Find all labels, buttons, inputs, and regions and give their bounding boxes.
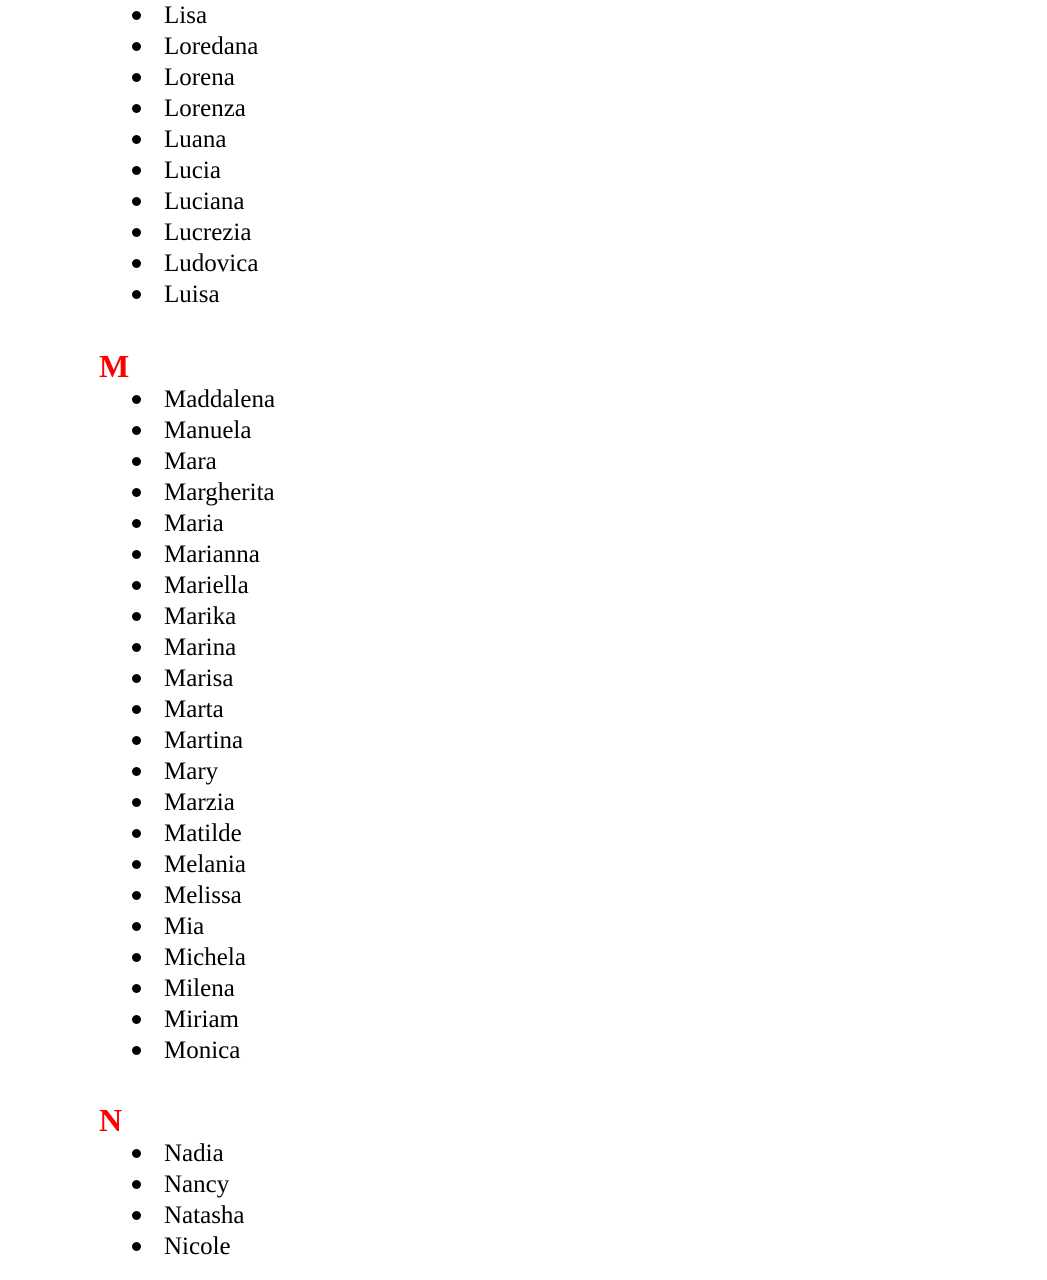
name-label: Matilde: [164, 820, 242, 847]
bullet-icon: [132, 1242, 141, 1251]
bullet-icon: [132, 290, 141, 299]
bullet-icon: [132, 488, 141, 497]
bullet-icon: [132, 767, 141, 776]
bullet-icon: [132, 42, 141, 51]
bullet-icon: [132, 984, 141, 993]
name-label: Marina: [164, 634, 237, 661]
name-label: Melania: [164, 851, 246, 878]
name-label: Ludovica: [164, 250, 259, 277]
bullet-icon: [132, 953, 141, 962]
name-label: Marika: [164, 603, 237, 630]
name-label: Melissa: [164, 882, 242, 909]
name-label: Lucrezia: [164, 219, 252, 246]
name-label: Mara: [164, 448, 217, 475]
bullet-icon: [132, 798, 141, 807]
bullet-icon: [132, 104, 141, 113]
name-label: Lisa: [164, 2, 208, 29]
bullet-icon: [132, 426, 141, 435]
name-label: Marta: [164, 696, 224, 723]
name-label: Lorena: [164, 64, 235, 91]
name-label: Nicole: [164, 1233, 231, 1260]
bullet-icon: [132, 1211, 141, 1220]
bullet-icon: [132, 829, 141, 838]
bullet-icon: [132, 135, 141, 144]
name-label: Margherita: [164, 479, 275, 506]
name-label: Martina: [164, 727, 244, 754]
name-label: Mariella: [164, 572, 249, 599]
bullet-icon: [132, 705, 141, 714]
bullet-icon: [132, 519, 141, 528]
bullet-icon: [132, 1180, 141, 1189]
bullet-icon: [132, 612, 141, 621]
bullet-icon: [132, 457, 141, 466]
name-label: Nadia: [164, 1140, 224, 1167]
bullet-icon: [132, 73, 141, 82]
bullet-icon: [132, 395, 141, 404]
name-label: Marisa: [164, 665, 234, 692]
name-label: Marianna: [164, 541, 260, 568]
name-label: Luisa: [164, 281, 220, 308]
letter-heading-n: N: [99, 1102, 123, 1138]
bullet-icon: [132, 1015, 141, 1024]
bullet-icon: [132, 891, 141, 900]
name-label: Nancy: [164, 1171, 230, 1198]
name-label: Miriam: [164, 1006, 239, 1033]
name-label: Loredana: [164, 33, 259, 60]
bullet-icon: [132, 736, 141, 745]
letter-heading-m: M: [99, 348, 130, 384]
bullet-icon: [132, 166, 141, 175]
bullet-icon: [132, 550, 141, 559]
name-label: Michela: [164, 944, 246, 971]
name-label: Mia: [164, 913, 205, 940]
name-label: Mary: [164, 758, 219, 785]
bullet-icon: [132, 1149, 141, 1158]
bullet-icon: [132, 11, 141, 20]
name-label: Natasha: [164, 1202, 245, 1229]
name-label: Lucia: [164, 157, 221, 184]
bullet-icon: [132, 581, 141, 590]
bullet-icon: [132, 922, 141, 931]
bullet-icon: [132, 259, 141, 268]
name-label: Milena: [164, 975, 235, 1002]
name-label: Luciana: [164, 188, 245, 215]
bullet-icon: [132, 1046, 141, 1055]
name-label: Manuela: [164, 417, 252, 444]
name-label: Lorenza: [164, 95, 246, 122]
name-label: Monica: [164, 1037, 241, 1064]
bullet-icon: [132, 643, 141, 652]
name-label: Maddalena: [164, 386, 276, 413]
name-label: Maria: [164, 510, 224, 537]
bullet-icon: [132, 674, 141, 683]
bullet-icon: [132, 860, 141, 869]
bullet-icon: [132, 197, 141, 206]
name-label: Marzia: [164, 789, 235, 816]
name-label: Luana: [164, 126, 227, 153]
bullet-icon: [132, 228, 141, 237]
